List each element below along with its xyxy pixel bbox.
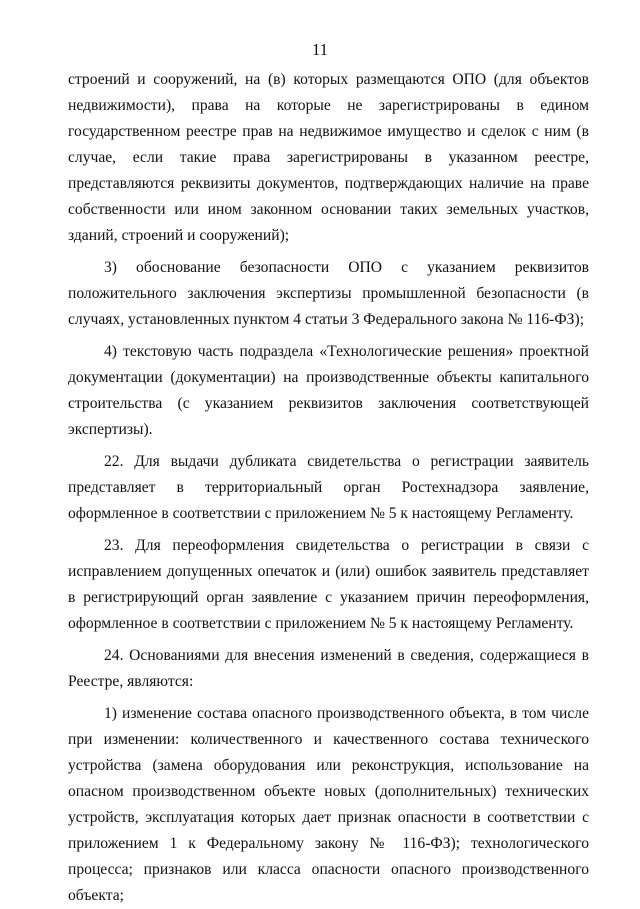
paragraph-clause-23: 23. Для переоформления свидетельства о регистрации в связи с исправлением допущенных опечаток и (или) ошибок заявитель представляет в регистрирующий орган заявление с указанием причин переоформления, оформленное в соответствии с приложением № 5 к настоящему Регламенту.: [68, 537, 589, 632]
page-number: 11: [311, 40, 329, 59]
paragraph-continuation: строений и сооружений, на (в) которых размещаются ОПО (для объектов недвижимости), права на которые не зарегистрированы в едином государственном реестре прав на недвижимое имущество и сделок с ним (в случае, если такие права зарегистрированы в указанном реестре, представляются реквизиты документов, подтверждающих наличие на праве собственности или ином законном основании таких земельных участков, зданий, строений и сооружений);: [68, 71, 589, 244]
paragraph-item-4: 4) текстовую часть подраздела «Технологические решения» проектной документации (документации) на производственные объекты капитального строительства (с указанием реквизитов заключения соответствующей экспертизы).: [68, 343, 589, 438]
paragraph-clause-24: 24. Основаниями для внесения изменений в сведения, содержащиеся в Реестре, являются:: [68, 647, 589, 690]
paragraph-item-3: 3) обоснование безопасности ОПО с указанием реквизитов положительного заключения экспертизы промышленной безопасности (в случаях, установленных пунктом 4 статьи 3 Федерального закона № 116-ФЗ);: [68, 259, 589, 328]
paragraph-clause-22: 22. Для выдачи дубликата свидетельства о регистрации заявитель представляет в территориальный орган Ростехнадзора заявление, оформленное в соответствии с приложением № 5 к настоящему Регламенту.: [68, 453, 589, 522]
document-body: [68, 67, 589, 909]
paragraph-item-1: 1) изменение состава опасного производственного объекта, в том числе при изменении: количественного и качественного состава технического устройства (замена оборудования или реконструкция, использование на опасном производственном объекте новых (дополнительных) технических устройств, эксплуатация которых дает признак опасности в соответствии с приложением 1 к Федеральному закону № 116-ФЗ); технологического процесса; признаков или класса опасности опасного производственного объекта;: [68, 705, 589, 904]
